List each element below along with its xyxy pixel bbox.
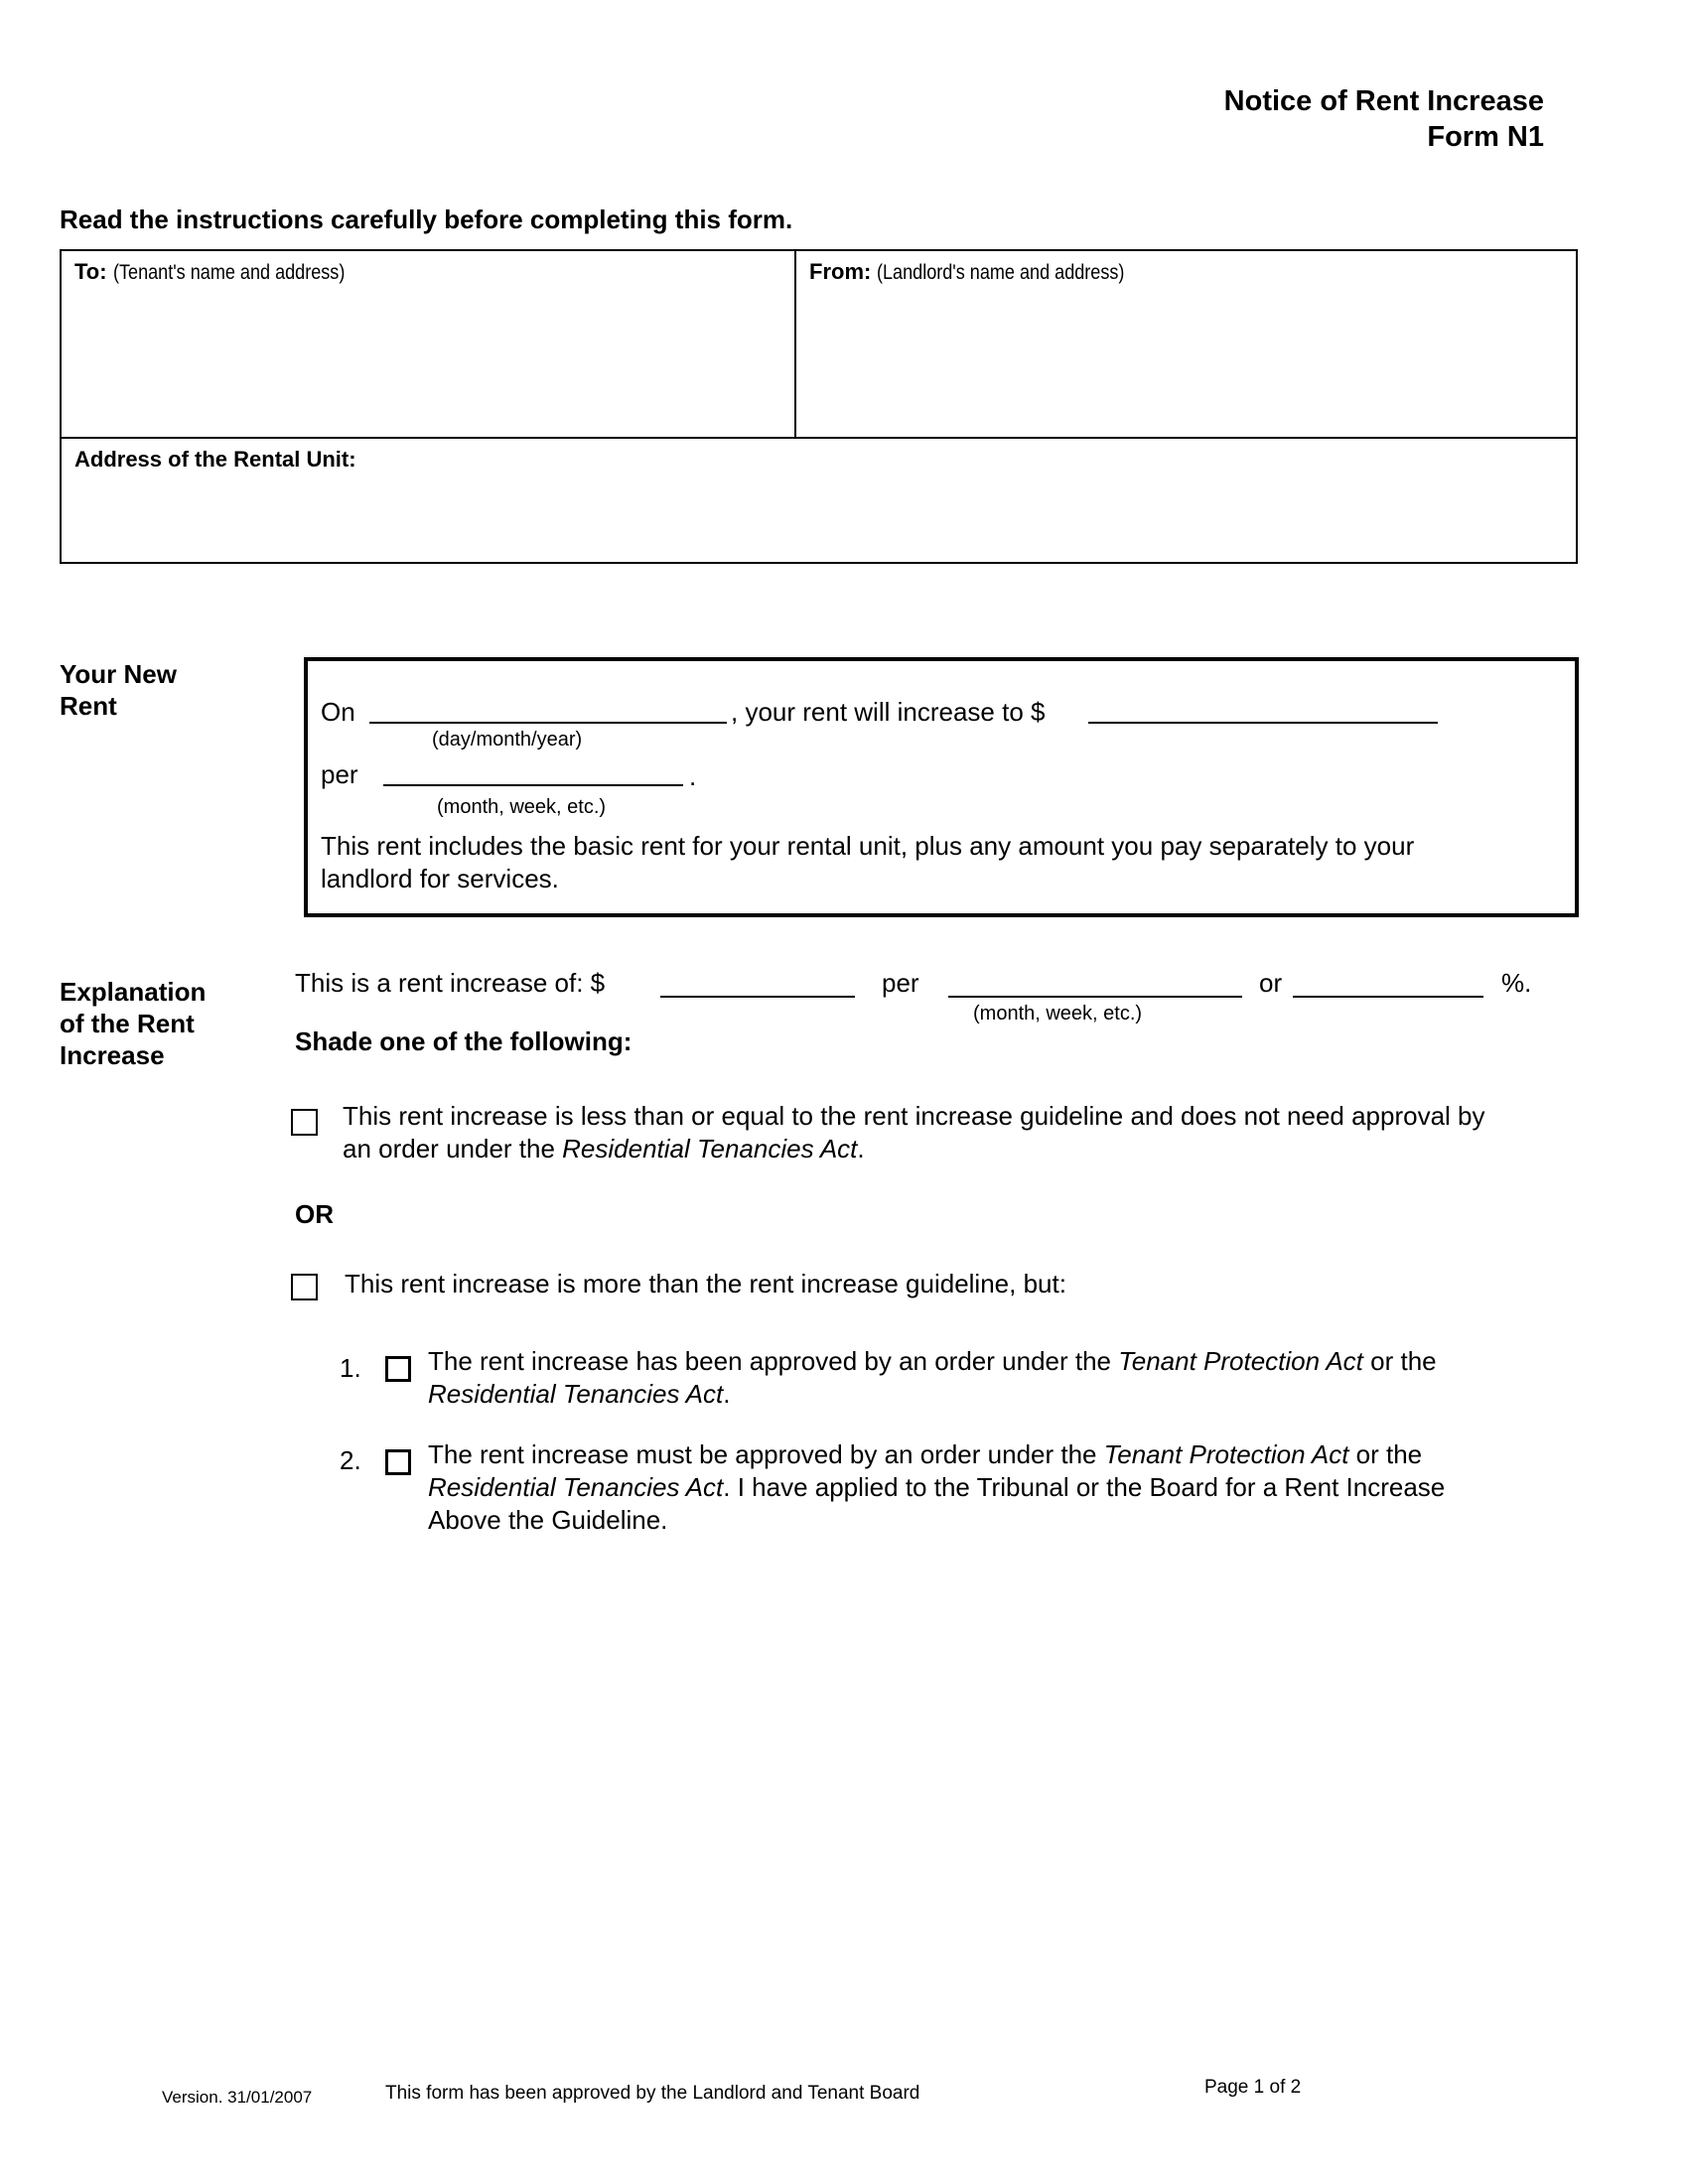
sub-option-2-line2: [428, 1471, 1445, 1504]
shade-instruction: Shade one of the following:: [295, 1026, 633, 1056]
period-end-dot: .: [689, 761, 697, 791]
form-title: Notice of Rent Increase: [1223, 85, 1544, 117]
explanation-per-label: per: [882, 968, 919, 998]
sub-option-1-line2: [428, 1378, 1437, 1411]
option-within-guideline-checkbox[interactable]: [291, 1109, 318, 1136]
increase-of-label: This is a rent increase of: $: [295, 968, 606, 998]
tenant-label: To:: [74, 259, 107, 284]
new-rent-box: [304, 657, 1579, 917]
sub-option-1-number: 1.: [340, 1353, 361, 1383]
act-name: Residential Tenancies Act: [428, 1379, 724, 1409]
landlord-field[interactable]: [796, 251, 1576, 437]
sub-option-1-text: [428, 1345, 1437, 1411]
sub1-prefix: The rent increase has been approved by an order under the: [428, 1346, 1119, 1376]
increase-amount-input[interactable]: [660, 996, 855, 998]
date-hint: (day/month/year): [432, 729, 583, 751]
explanation-label-line3: Increase: [60, 1040, 165, 1070]
rent-includes-line1: This rent includes the basic rent for your rental unit, plus any amount you pay separately to your: [321, 831, 1415, 861]
new-rent-label-line2: Rent: [60, 691, 117, 721]
act-name: Tenant Protection Act: [1118, 1346, 1363, 1376]
sub-option-1-line1: [428, 1345, 1437, 1378]
page-number: Page 1 of 2: [1204, 2077, 1302, 2098]
sub-option-2-text: [428, 1438, 1445, 1537]
rent-period-input[interactable]: [383, 784, 683, 786]
sub-option-2-line3: Above the Guideline.: [428, 1505, 668, 1535]
new-rent-label-line1: Your New: [60, 659, 177, 689]
new-rent-section-label: [60, 658, 177, 722]
parties-table: [60, 249, 1578, 564]
instructions-heading: Read the instructions carefully before completing this form.: [60, 205, 793, 234]
rent-includes-note: [321, 830, 1414, 895]
act-name: Residential Tenancies Act: [562, 1134, 858, 1163]
landlord-label: From:: [809, 259, 872, 284]
sub2-suffix: or the: [1348, 1439, 1423, 1469]
option-above-guideline-text: This rent increase is more than the rent increase guideline, but:: [345, 1269, 1066, 1298]
option-a-prefix: an order under the: [343, 1134, 563, 1163]
per-label: per: [321, 759, 358, 789]
rental-address-field[interactable]: [62, 437, 1576, 562]
sub-option-2-number: 2.: [340, 1445, 361, 1475]
increase-period-input[interactable]: [948, 996, 1242, 998]
increase-period-hint: (month, week, etc.): [973, 1003, 1143, 1024]
increase-percent-input[interactable]: [1293, 996, 1483, 998]
explanation-section-label: [60, 976, 206, 1071]
form-number: Form N1: [1427, 121, 1544, 153]
sub-option-1-checkbox[interactable]: [385, 1356, 411, 1382]
act-name: Tenant Protection Act: [1103, 1439, 1349, 1469]
sub1-suffix: or the: [1362, 1346, 1437, 1376]
option-within-guideline-text: [343, 1100, 1485, 1165]
landlord-hint: (Landlord's name and address): [877, 261, 1125, 284]
period-hint: (month, week, etc.): [437, 796, 607, 818]
approval-note: This form has been approved by the Landlord and Tenant Board: [385, 2083, 920, 2104]
version-label: Version. 31/01/2007: [162, 2088, 313, 2107]
new-rent-amount-input[interactable]: [1088, 722, 1438, 724]
rental-address-label: Address of the Rental Unit:: [74, 447, 356, 472]
option-a-line1: This rent increase is less than or equal to the rent increase guideline and does not need approval by: [343, 1101, 1485, 1131]
percent-suffix: %.: [1501, 968, 1532, 998]
increase-to-label: , your rent will increase to $: [731, 697, 1046, 727]
sub2-line2-suffix: . I have applied to the Tribunal or the Board for a Rent Increase: [723, 1472, 1446, 1502]
sub1-line2-suffix: .: [723, 1379, 731, 1409]
sub2-prefix: The rent increase must be approved by an order under the: [428, 1439, 1104, 1469]
or-label: or: [1259, 968, 1283, 998]
explanation-label-line1: Explanation: [60, 977, 207, 1007]
explanation-label-line2: of the Rent: [60, 1009, 195, 1038]
sub-option-2-checkbox[interactable]: [385, 1449, 411, 1475]
effective-date-input[interactable]: [369, 722, 727, 724]
option-a-suffix: .: [857, 1134, 865, 1163]
option-above-guideline-checkbox[interactable]: [291, 1274, 318, 1300]
or-divider: OR: [295, 1199, 334, 1229]
tenant-hint: (Tenant's name and address): [112, 261, 346, 284]
tenant-field[interactable]: [62, 251, 796, 437]
sub-option-2-line1: [428, 1438, 1445, 1471]
option-a-line2: [343, 1133, 1485, 1165]
act-name: Residential Tenancies Act: [428, 1472, 724, 1502]
on-label: On: [321, 697, 355, 727]
rent-includes-line2: landlord for services.: [321, 864, 559, 893]
